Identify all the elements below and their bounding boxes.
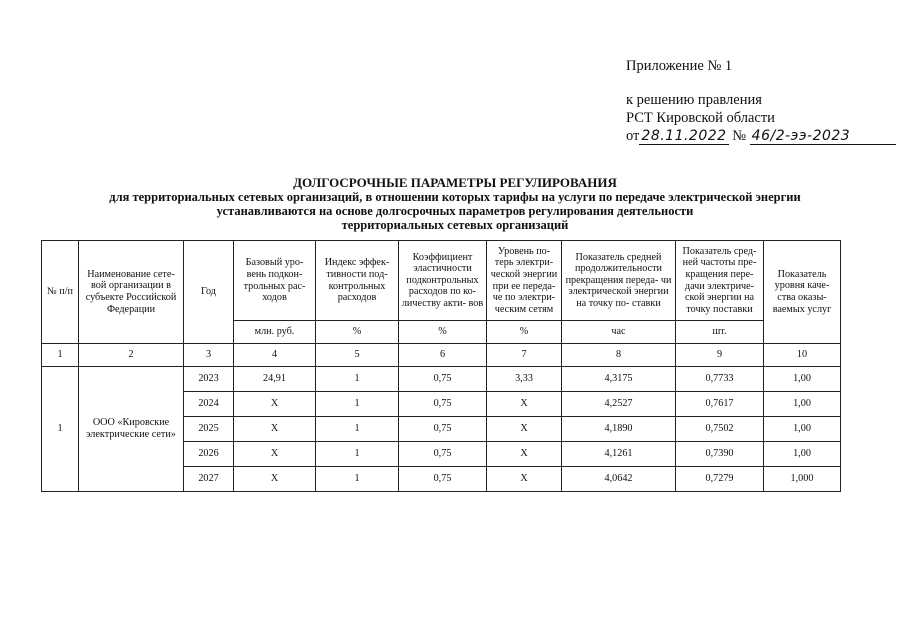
header-index: Индекс эффек- тивности под- контрольных расходов [316,241,399,321]
col-number: 5 [316,344,399,367]
unit-loss: % [487,321,562,344]
cell-coef: 0,75 [399,392,487,417]
header-name: Наименование сете- вой организации в субъекте Российской Федерации [79,241,184,344]
col-number: 2 [79,344,184,367]
unit-frequency: шт. [676,321,764,344]
cell-duration: 4,1261 [562,442,676,467]
cell-loss: X [487,417,562,442]
cell-base: X [234,392,316,417]
cell-index: 1 [316,392,399,417]
cell-base: X [234,417,316,442]
cell-loss: X [487,392,562,417]
appendix-label: Приложение № 1 [626,58,733,74]
table-column-number-row [42,344,841,367]
header-frequency: Показатель сред- ней частоты пре- кращения пере- дачи электриче- ской энергии на точку поставки [676,241,764,321]
row-number: 1 [42,367,79,492]
col-number: 3 [184,344,234,367]
unit-base: млн. руб. [234,321,316,344]
cell-loss: X [487,467,562,492]
cell-frequency: 0,7617 [676,392,764,417]
header-year: Год [184,241,234,344]
cell-frequency: 0,7390 [676,442,764,467]
col-number: 6 [399,344,487,367]
cell-duration: 4,1890 [562,417,676,442]
cell-quality: 1,000 [764,467,841,492]
cell-year: 2026 [184,442,234,467]
cell-duration: 4,0642 [562,467,676,492]
from-prefix: от [626,128,640,144]
cell-year: 2023 [184,367,234,392]
decision-line-2: РСТ Кировской области [626,110,775,126]
header-loss: Уровень по- терь электри- ческой энергии при ее переда- че по электри- ческим сетям [487,241,562,321]
cell-frequency: 0,7502 [676,417,764,442]
cell-coef: 0,75 [399,417,487,442]
col-number: 8 [562,344,676,367]
decision-number: 46/2-ээ-2023 [750,128,896,145]
col-number: 10 [764,344,841,367]
decision-date-line [626,127,896,145]
cell-index: 1 [316,417,399,442]
cell-index: 1 [316,367,399,392]
cell-index: 1 [316,442,399,467]
cell-base: 24,91 [234,367,316,392]
document-subtitle-2: устанавливаются на основе долгосрочных параметров регулирования деятельности [216,204,694,218]
unit-index: % [316,321,399,344]
decision-block [626,91,896,145]
cell-loss: X [487,442,562,467]
header-num: № п/п [42,241,79,344]
unit-duration: час [562,321,676,344]
table-row [42,367,841,392]
decision-line-1: к решению правления [626,92,762,108]
cell-year: 2025 [184,417,234,442]
cell-quality: 1,00 [764,392,841,417]
col-number: 7 [487,344,562,367]
cell-index: 1 [316,467,399,492]
table-header-row [42,241,841,321]
cell-coef: 0,75 [399,367,487,392]
organization-name: ООО «Кировские электрические сети» [79,367,184,492]
document-title: ДОЛГОСРОЧНЫЕ ПАРАМЕТРЫ РЕГУЛИРОВАНИЯ [293,175,617,190]
cell-frequency: 0,7279 [676,467,764,492]
unit-coef: % [399,321,487,344]
cell-base: X [234,442,316,467]
col-number: 1 [42,344,79,367]
cell-year: 2024 [184,392,234,417]
col-number: 9 [676,344,764,367]
header-coef: Коэффициент эластичности подконтрольных расходов по ко- личеству акти- вов [399,241,487,321]
header-duration: Показатель средней продолжительности прекращения переда- чи электрической энергии на точку по- ставки [562,241,676,321]
parameters-table [41,240,841,492]
document-subtitle-1: для территориальных сетевых организаций, в отношении которых тарифы на услуги по передаче электрической энергии [109,190,801,204]
cell-loss: 3,33 [487,367,562,392]
cell-duration: 4,3175 [562,367,676,392]
number-prefix: № [732,128,747,144]
cell-quality: 1,00 [764,442,841,467]
cell-year: 2027 [184,467,234,492]
cell-frequency: 0,7733 [676,367,764,392]
cell-duration: 4,2527 [562,392,676,417]
cell-coef: 0,75 [399,467,487,492]
header-base: Базовый уро- вень подкон- трольных рас- ходов [234,241,316,321]
col-number: 4 [234,344,316,367]
cell-quality: 1,00 [764,417,841,442]
cell-base: X [234,467,316,492]
header-quality: Показатель уровня каче- ства оказы- ваемых услуг [764,241,841,344]
decision-date: 28.11.2022 [641,128,727,144]
document-titles [60,176,850,232]
cell-quality: 1,00 [764,367,841,392]
document-subtitle-3: территориальных сетевых организаций [341,218,569,232]
cell-coef: 0,75 [399,442,487,467]
